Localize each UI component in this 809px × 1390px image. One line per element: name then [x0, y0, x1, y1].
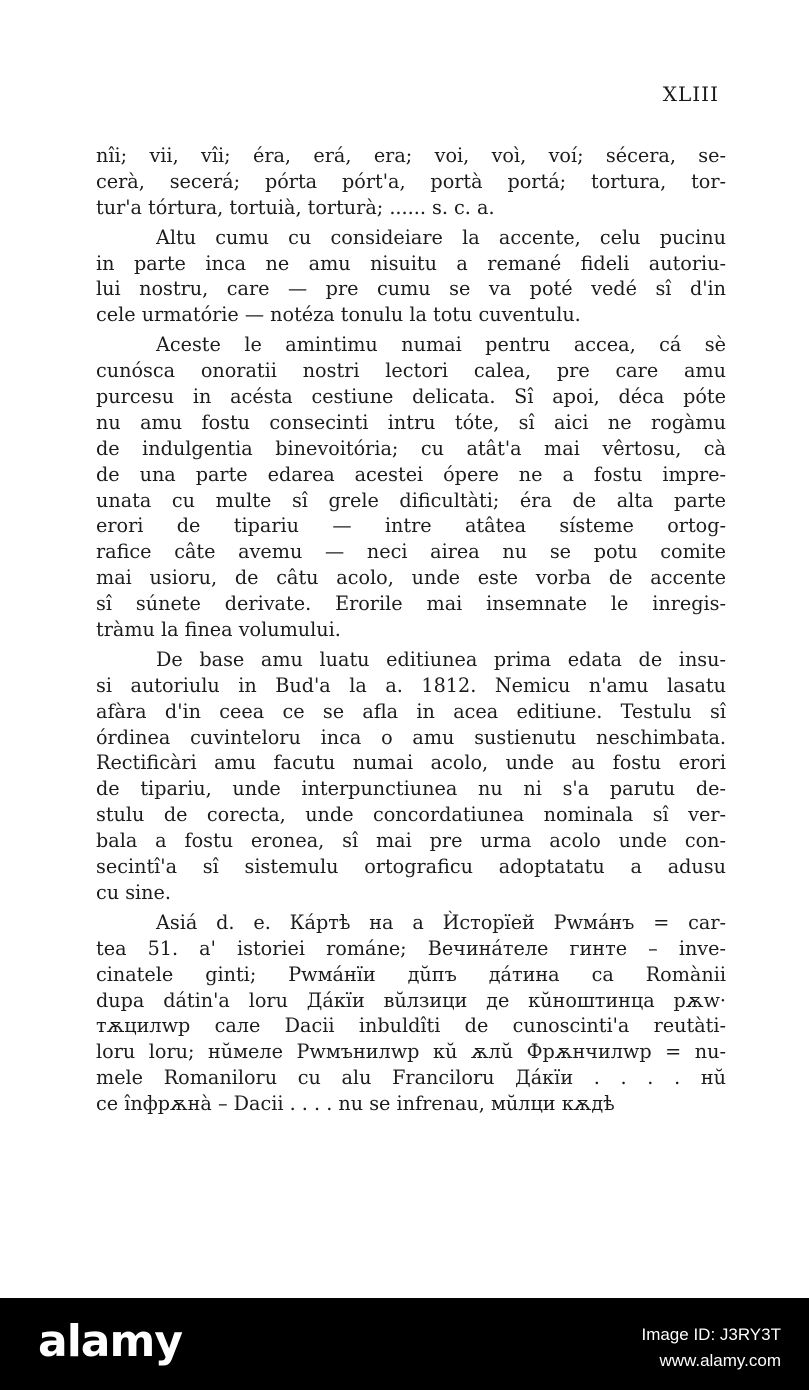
text-line: Rectificàri amu facutu numai acolo, unde au fostu erori	[96, 751, 726, 775]
text-line: purcesu in acésta cestiune delicata. Sî apoi, déca póte	[96, 385, 726, 409]
text-line: unata cu multe sî grele dificultàti; éra de alta parte	[96, 488, 726, 512]
text-line: lui nostru, care — pre cumu se va poté vedé sî d'in	[96, 277, 726, 301]
text-line: órdinea cuvinteloru inca o amu sustienutu neschimbata.	[96, 725, 726, 749]
text-line: tràmu la finea volumului.	[96, 618, 341, 642]
text-line: de una parte edarea acestei ópere ne a fostu impre-	[96, 462, 726, 486]
text-line: mele Romaniloru cu alu Franciloru Дáкїи . . . . нŭ	[96, 1066, 726, 1090]
text-line: се înфрѫнà – Dacii . . . . nu se infrenau, мŭлци кѫдѣ	[96, 1092, 615, 1116]
text-line: Aceste le amintimu numai pentru accea, cá sè	[156, 333, 726, 357]
text-line: in parte inca ne amu nisuitu a remané fideli autoriu-	[96, 251, 726, 275]
image-id: Image ID: J3RY3T	[641, 1325, 781, 1344]
text-line: De base amu luatu editiunea prima edata de insu-	[156, 647, 726, 671]
text-line: sî súnete derivate. Erorile mai insemnate le inregis-	[96, 592, 726, 616]
text-line: тѫцилwр сале Dacii inbuldîti de cunoscinti'a reutàti-	[96, 1014, 726, 1038]
text-line: erori de tipariu — intre atâtea sísteme ortog-	[96, 514, 726, 538]
text-line: dupa dátin'a loru Дáкїи вŭлзици де кŭноштинца рѫw·	[96, 988, 726, 1012]
text-line: tea 51. a' istoriei románe; Вечинáтеле гинте – inve-	[96, 936, 726, 960]
text-line: stulu de corecta, unde concordatiunea nominala sî ver-	[96, 803, 726, 827]
watermark-footer	[0, 1298, 809, 1390]
text-line: de tipariu, unde interpunctiunea nu ni s'a parutu de-	[96, 777, 726, 801]
text-line: cerà, secerá; pórta pórt'a, portà portá; tortura, tor-	[96, 169, 726, 193]
brand-logo: alamy	[38, 1316, 182, 1367]
text-line: bala a fostu eronea, sî mai pre urma acolo unde con-	[96, 829, 726, 853]
text-line: cu sine.	[96, 880, 171, 904]
image-meta	[641, 1322, 781, 1374]
text-line: si autoriulu in Bud'a la a. 1812. Nemicu n'amu lasatu	[96, 673, 726, 697]
text-line: nîi; vii, vîi; éra, erá, era; voi, voì, voí; sécera, se-	[96, 144, 726, 167]
text-line: afàra d'in ceea ce se afla in acea editiune. Testulu sî	[96, 699, 726, 723]
page-number: XLIII	[662, 82, 719, 106]
text-line: tur'a tórtura, tortuià, torturà; ...... s. c. a.	[96, 195, 495, 219]
body-text	[96, 143, 726, 1117]
text-line: rafice câte avemu — neci airea nu se potu comite	[96, 540, 726, 564]
text-line: cinatele ginti; Рwмáнїи дŭпъ дáтина са Romànii	[96, 962, 726, 986]
text-line: de indulgentia binevoitória; cu atât'a mai vêrtosu, cà	[96, 436, 726, 460]
text-line: loru loru; нŭмеле Рwмънилwр кŭ ѫлŭ Фрѫнчилwр = nu-	[96, 1040, 726, 1064]
text-line: cunósca onoratii nostri lectori calea, pre care amu	[96, 359, 726, 383]
text-line: Altu cumu cu consideiare la accente, celu pucinu	[156, 225, 726, 249]
text-line: secintî'a sî sistemulu ortograficu adoptatatu a adusu	[96, 855, 726, 879]
text-line: cele urmatórie — notéza tonulu la totu cuventulu.	[96, 303, 581, 327]
site-url: www.alamy.com	[659, 1351, 781, 1370]
text-line: Asiá d. e. Кáртѣ на а Ѝсторїей Рwмáнъ = car-	[156, 910, 726, 934]
text-line: nu amu fostu consecinti intru tóte, sî aici ne rogàmu	[96, 410, 726, 434]
text-line: mai usioru, de câtu acolo, unde este vorba de accente	[96, 566, 726, 590]
